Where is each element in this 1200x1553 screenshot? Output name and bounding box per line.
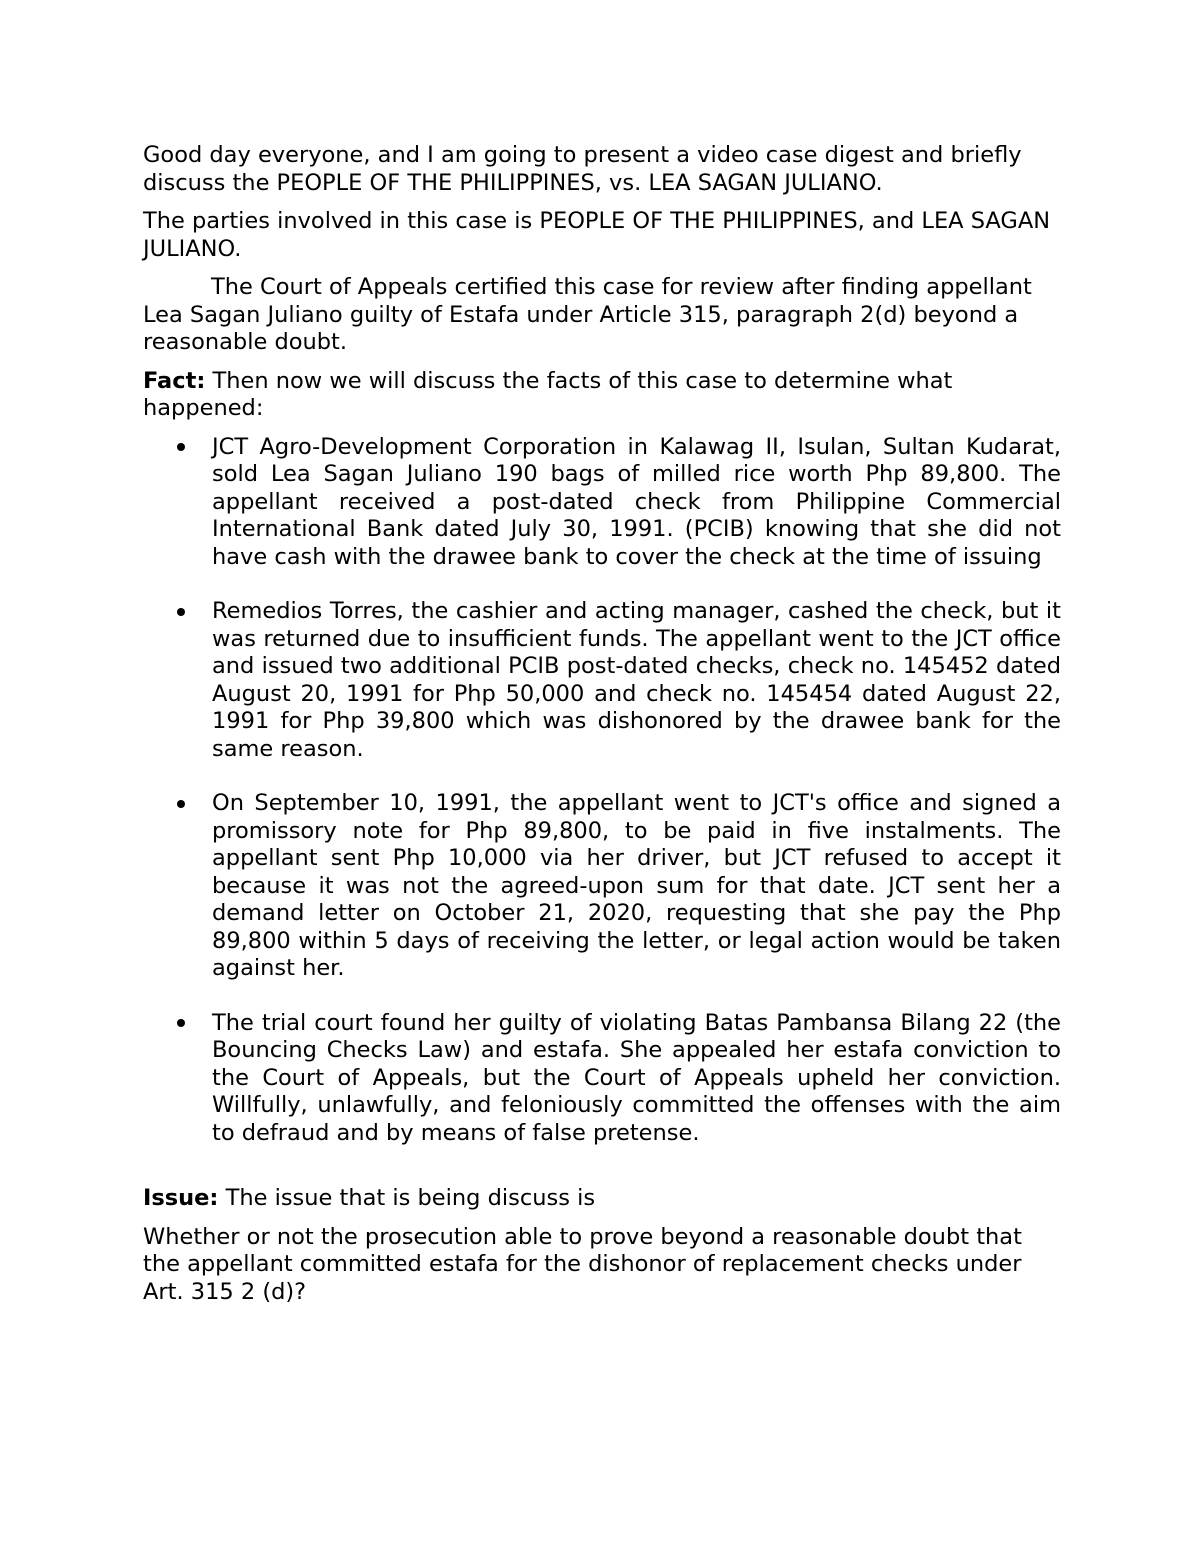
parties-paragraph: The parties involved in this case is PEOPLE OF THE PHILIPPINES, and LEA SAGAN JULIANO.: [143, 208, 1051, 262]
issue-heading: [143, 1185, 1061, 1213]
intro-paragraph: Good day everyone, and I am going to present a video case digest and briefly discuss the PEOPLE OF THE PHILIPPINES, vs. LEA SAGAN JULIANO.: [143, 142, 1022, 196]
fact-item-text: On September 10, 1991, the appellant went to JCT's office and signed a promissory note for Php 89,800, to be paid in five instalments. The appellant sent Php 10,000 via her driver, but JCT refused to accept it because it was not the agreed-upon sum for that date. JCT sent her a demand letter on October 21, 2020, requesting that she pay the Php 89,800 within 5 days of receiving the letter, or legal action would be taken against her.: [212, 790, 1061, 981]
fact-list: [143, 434, 1061, 1148]
fact-intro-text: Then now we will discuss the facts of this case to determine what happened:: [143, 367, 953, 421]
fact-item: [143, 598, 1061, 763]
bullet-icon: [175, 598, 187, 626]
fact-label: Fact:: [143, 367, 206, 394]
fact-item: [143, 434, 1061, 572]
bullet-icon: [175, 434, 187, 462]
fact-item-text: Remedios Torres, the cashier and acting manager, cashed the check, but it was returned due to insufficient funds. The appellant went to the JCT office and issued two additional PCIB post-dated checks, check no. 145452 dated August 20, 1991 for Php 50,000 and check no. 145454 dated August 22, 1991 for Php 39,800 which was dishonored by the drawee bank for the same reason.: [212, 598, 1061, 762]
issue-label: Issue:: [143, 1185, 219, 1211]
fact-heading: [143, 368, 1061, 423]
issue-question: Whether or not the prosecution able to prove beyond a reasonable doubt that the appellant committed estafa for the dishonor of replacement checks under Art. 315 2 (d)?: [143, 1223, 1022, 1305]
bullet-icon: [175, 1010, 187, 1038]
fact-item: [143, 1010, 1061, 1148]
fact-item-text: JCT Agro-Development Corporation in Kalawag II, Isulan, Sultan Kudarat, sold Lea Sagan Juliano 190 bags of milled rice worth Php 89,800. The appellant received a post-dated check from Philippine Commercial International Bank dated July 30, 1991. (PCIB) knowing that she did not have cash with the drawee bank to cover the check at the time of issuing: [212, 433, 1061, 570]
fact-item-text: The trial court found her guilty of violating Batas Pambansa Bilang 22 (the Bouncing Checks Law) and estafa. She appealed her estafa conviction to the Court of Appeals, but the Court of Appeals upheld her conviction. Willfully, unlawfully, and feloniously committed the offenses with the aim to defraud and by means of false pretense.: [212, 1009, 1061, 1146]
document-page: [143, 142, 1061, 1317]
certification-paragraph: The Court of Appeals certified this case for review after finding appellant Lea Sagan Juliano guilty of Estafa under Article 315, paragraph 2(d) beyond a reasonable doubt.: [143, 274, 1032, 355]
fact-item: [143, 790, 1061, 983]
issue-intro-text: The issue that is being discuss is: [218, 1185, 596, 1211]
bullet-icon: [175, 790, 187, 818]
